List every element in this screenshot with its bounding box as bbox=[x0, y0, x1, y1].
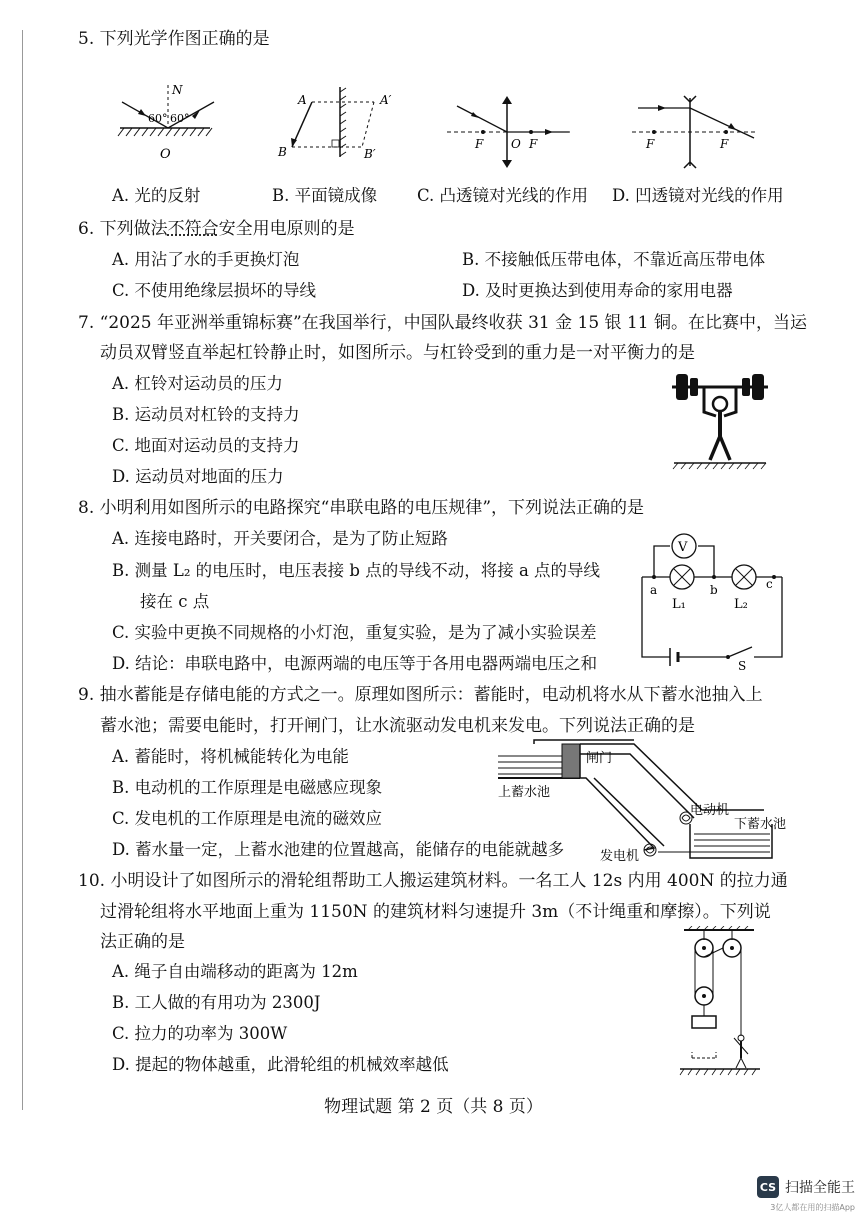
label-f-right: F bbox=[529, 137, 538, 151]
emphasis-mark: 不符合 bbox=[167, 219, 219, 239]
q7-option-c: C. 地面对运动员的支持力 bbox=[112, 436, 300, 455]
scanner-app-name: 扫描全能王 bbox=[785, 1180, 855, 1196]
label-f-left: F bbox=[646, 137, 655, 151]
q9-option-b: B. 电动机的工作原理是电磁感应现象 bbox=[112, 778, 383, 797]
q7-weightlifter-figure bbox=[670, 368, 770, 472]
scanner-watermark bbox=[757, 1176, 855, 1212]
q8-option-c: C. 实验中更换不同规格的小灯泡，重复实验，是为了减小实验误差 bbox=[112, 623, 597, 642]
label-angle1: 60° bbox=[148, 112, 168, 125]
q5-option-a: A. 光的反射 bbox=[112, 186, 201, 205]
motor-label: 电动机 bbox=[690, 803, 730, 818]
voltmeter-label: V bbox=[678, 540, 688, 555]
label-o: O bbox=[511, 137, 521, 151]
label-b-prime: B′ bbox=[364, 147, 376, 161]
q6-option-c: C. 不使用绝缘层损坏的导线 bbox=[112, 281, 317, 300]
q5-stem: 5. 下列光学作图正确的是 bbox=[78, 29, 270, 49]
label-n: N bbox=[172, 83, 183, 97]
q7-option-a: A. 杠铃对运动员的压力 bbox=[112, 374, 283, 393]
q10-option-a: A. 绳子自由端移动的距离为 12m bbox=[112, 962, 358, 981]
margin-line bbox=[22, 30, 23, 1110]
q10-stem-line3: 法正确的是 bbox=[100, 932, 185, 952]
q9-pumped-storage-figure bbox=[494, 738, 794, 866]
label-a-prime: A′ bbox=[380, 93, 392, 107]
q5-option-d: D. 凹透镜对光线的作用 bbox=[612, 186, 784, 205]
label-b: B bbox=[278, 145, 287, 159]
label-a: A bbox=[298, 93, 307, 107]
q8-option-a: A. 连接电路时，开关要闭合，是为了防止短路 bbox=[112, 529, 448, 548]
page-footer: 物理试题 第 2 页（共 8 页） bbox=[324, 1097, 543, 1117]
q9-stem-line2: 蓄水池；需要电能时，打开闸门，让水流驱动发电机来发电。下列说法正确的是 bbox=[100, 716, 695, 736]
q5-figure-c-convex-lens bbox=[445, 92, 575, 172]
q8-circuit-diagram bbox=[634, 522, 789, 672]
q9-option-a: A. 蓄能时，将机械能转化为电能 bbox=[112, 747, 349, 766]
point-a: a bbox=[650, 583, 658, 597]
q8-stem: 8. 小明利用如图所示的电路探究“串联电路的电压规律”，下列说法正确的是 bbox=[78, 498, 645, 518]
q9-option-c: C. 发电机的工作原理是电流的磁效应 bbox=[112, 809, 383, 828]
q9-option-d: D. 蓄水量一定，上蓄水池建的位置越高，能储存的电能就越多 bbox=[112, 840, 565, 859]
q10-stem-line2: 过滑轮组将水平地面上重为 1150N 的建筑材料匀速提升 3m（不计绳重和摩擦）。下列说 bbox=[100, 902, 771, 922]
label-o: O bbox=[160, 147, 171, 162]
bulb-l1-label: L₁ bbox=[672, 597, 686, 612]
label-angle2: 60° bbox=[170, 112, 190, 125]
gate-label: 闸门 bbox=[586, 751, 613, 766]
q5-figure-d-concave-lens bbox=[630, 92, 760, 172]
q5-option-c: C. 凸透镜对光线的作用 bbox=[417, 186, 589, 205]
point-c: c bbox=[766, 577, 773, 591]
q10-option-b: B. 工人做的有用功为 2300J bbox=[112, 993, 321, 1012]
q7-option-d: D. 运动员对地面的压力 bbox=[112, 467, 284, 486]
q8-option-d: D. 结论：串联电路中，电源两端的电压等于各用电器两端电压之和 bbox=[112, 654, 598, 673]
q7-stem-line2: 动员双臂竖直举起杠铃静止时，如图所示。与杠铃受到的重力是一对平衡力的是 bbox=[100, 343, 695, 363]
lower-reservoir-label: 下蓄水池 bbox=[734, 817, 787, 832]
q7-stem-line1: 7. “2025 年亚洲举重锦标赛”在我国举行，中国队最终收获 31 金 15 银 11 铜。在比赛中，当运 bbox=[78, 313, 807, 333]
camscanner-logo-icon: CS bbox=[757, 1176, 779, 1198]
q10-option-c: C. 拉力的功率为 300W bbox=[112, 1024, 288, 1043]
q9-stem-line1: 9. 抽水蓄能是存储电能的方式之一。原理如图所示：蓄能时，电动机将水从下蓄水池抽入上 bbox=[78, 685, 763, 705]
q10-stem-line1: 10. 小明设计了如图所示的滑轮组帮助工人搬运建筑材料。一名工人 12s 内用 400N 的拉力通 bbox=[78, 871, 788, 891]
q10-option-d: D. 提起的物体越重，此滑轮组的机械效率越低 bbox=[112, 1055, 449, 1074]
label-f-left: F bbox=[475, 137, 484, 151]
q8-option-b: B. 测量 L₂ 的电压时，电压表接 b 点的导线不动，将接 a 点的导线 bbox=[112, 561, 601, 580]
scanner-tagline: 3亿人都在用的扫描App bbox=[770, 1203, 855, 1212]
q8-option-b-cont: 接在 c 点 bbox=[140, 592, 210, 611]
point-b: b bbox=[710, 583, 718, 597]
q6-option-d: D. 及时更换达到使用寿命的家用电器 bbox=[462, 281, 733, 300]
q5-option-b: B. 平面镜成像 bbox=[272, 186, 378, 205]
q7-option-b: B. 运动员对杠铃的支持力 bbox=[112, 405, 300, 424]
bulb-l2-label: L₂ bbox=[734, 597, 748, 612]
generator-label: 发电机 bbox=[600, 849, 640, 864]
q5-figure-a-reflection bbox=[110, 80, 220, 165]
label-f-right: F bbox=[720, 137, 729, 151]
switch-label: S bbox=[738, 659, 747, 672]
q6-option-b: B. 不接触低压带电体，不靠近高压带电体 bbox=[462, 250, 766, 269]
q6-stem: 6. 下列做法不符合安全用电原则的是 bbox=[78, 219, 355, 239]
q5-figure-b-mirror bbox=[270, 82, 410, 162]
q6-option-a: A. 用沾了水的手更换灯泡 bbox=[112, 250, 300, 269]
q10-pulley-figure bbox=[674, 926, 764, 1076]
upper-reservoir-label: 上蓄水池 bbox=[498, 785, 551, 800]
